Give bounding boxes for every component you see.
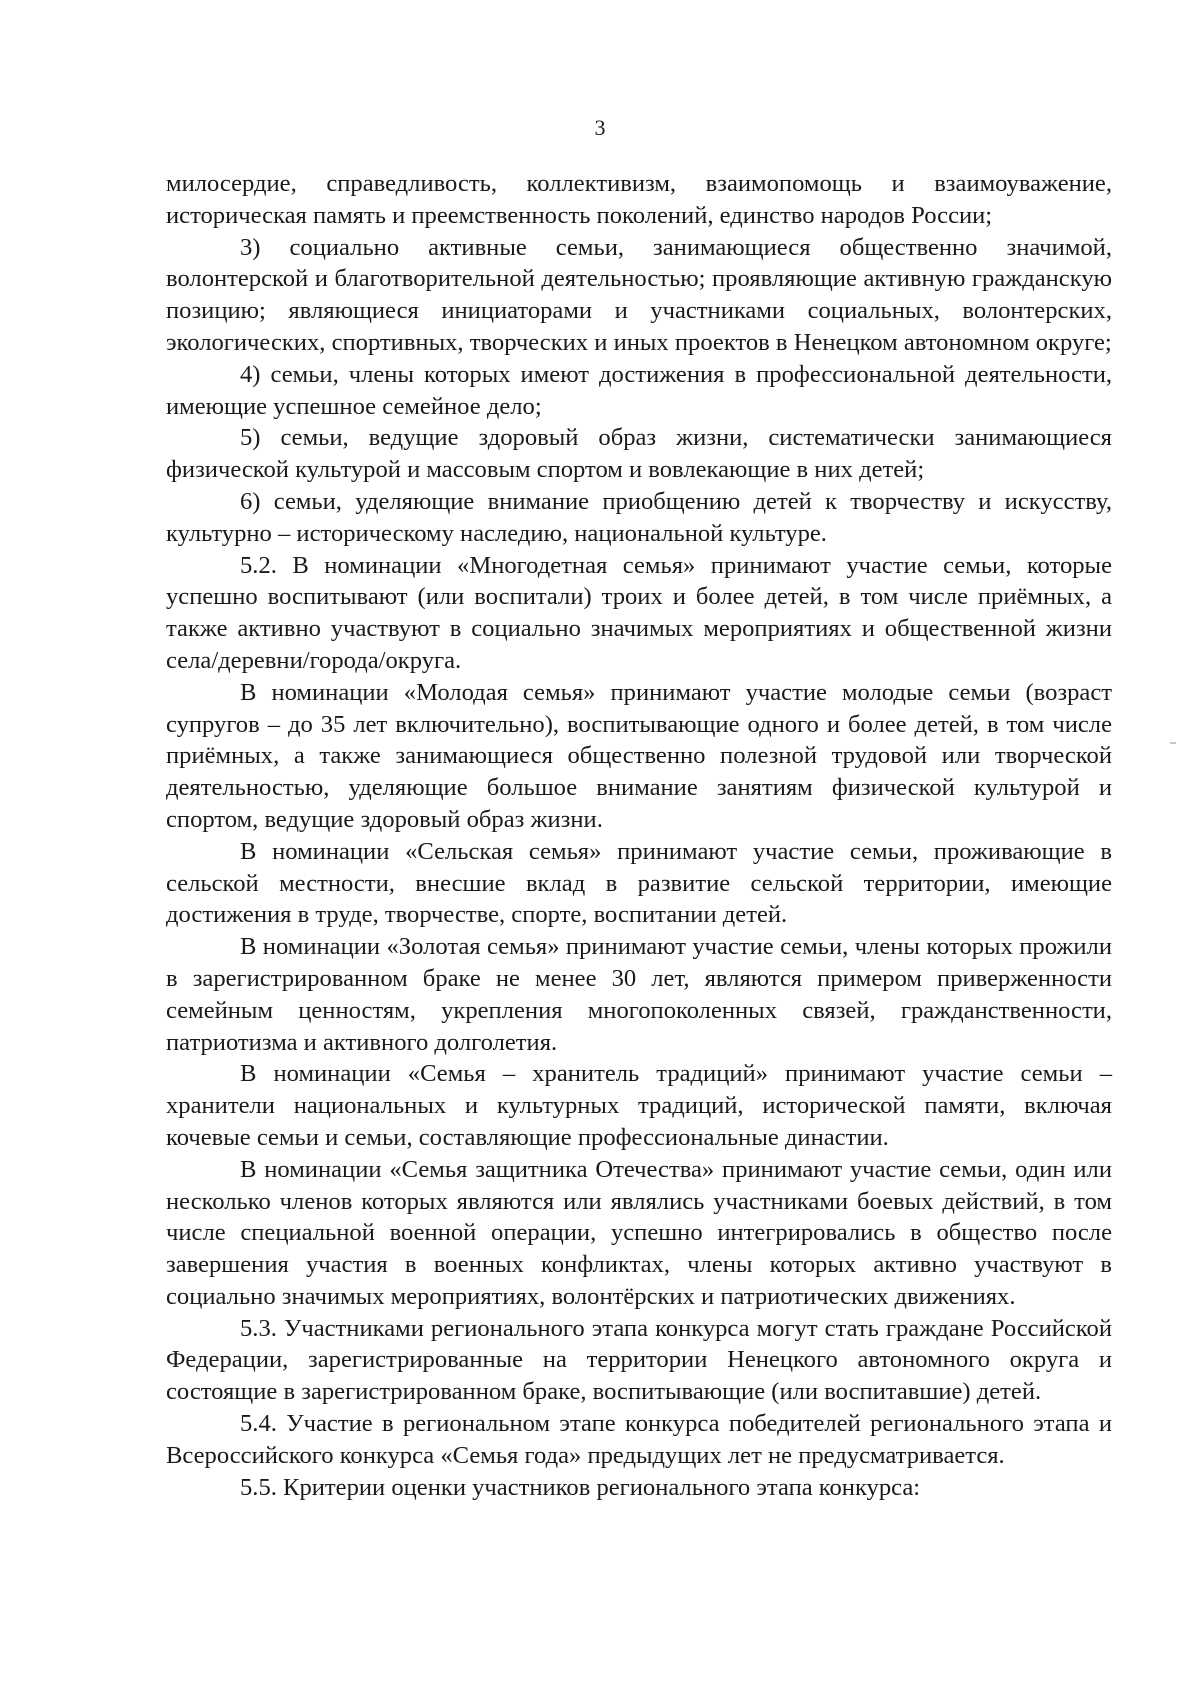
paragraph-item-6: 6) семьи, уделяющие внимание приобщению детей к творчеству и искусству, культурно – историческому наследию, национальной культуре. [166, 487, 1112, 547]
paragraph-5-3-participants: 5.3. Участниками регионального этапа конкурса могут стать граждане Российской Федерации, зарегистрированные на территории Ненецкого автономного округа и состоящие в зарегистрированном браке, воспитывающие (или воспитавшие) детей. [166, 1314, 1112, 1406]
paragraph-young-family: В номинации «Молодая семья» принимают участие молодые семьи (возраст супругов – до 35 лет включительно), воспитывающие одного и более детей, в том числе приёмных, а также занимающиеся общественно полезной трудовой или творческой деятельностью, уделяющие большое внимание занятиям физической культурой и спортом, ведущие здоровый образ жизни. [166, 678, 1112, 833]
paragraph-5-2-large-family: 5.2. В номинации «Многодетная семья» принимают участие семьи, которые успешно воспитывают (или воспитали) троих и более детей, в том числе приёмных, а также активно участвуют в социально значимых мероприятиях и общественной жизни села/деревни/города/округа. [166, 551, 1112, 674]
paragraph-5-5-criteria: 5.5. Критерии оценки участников регионального этапа конкурса: [240, 1473, 921, 1501]
paragraph-golden-family: В номинации «Золотая семья» принимают участие семьи, члены которых прожили в зарегистрированном браке не менее 30 лет, являются примером приверженности семейным ценностям, укрепления многопоколенных связей, гражданственности, патриотизма и активного долголетия. [166, 933, 1112, 1056]
paragraph-item-4: 4) семьи, члены которых имеют достижения в профессиональной деятельности, имеющие успешное семейное дело; [166, 360, 1112, 420]
scan-artifact-mark [1170, 742, 1176, 744]
body-text [166, 168, 1112, 1503]
paragraph-item-5: 5) семьи, ведущие здоровый образ жизни, систематически занимающиеся физической культурой и массовым спортом и вовлекающие в них детей; [166, 424, 1112, 484]
paragraph-defender-family: В номинации «Семья защитника Отечества» принимают участие семьи, один или несколько членов которых являются или являлись участниками боевых действий, в том числе специальной военной операции, успешно интегрировались в общество после завершения участия в военных конфликтах, члены которых активно участвуют в социально значимых мероприятиях, волонтёрских и патриотических движениях. [166, 1155, 1112, 1310]
paragraph-rural-family: В номинации «Сельская семья» принимают участие семьи, проживающие в сельской местности, внесшие вклад в развитие сельской территории, имеющие достижения в труде, творчестве, спорте, воспитании детей. [166, 837, 1112, 929]
paragraph-traditions-family: В номинации «Семья – хранитель традиций» принимают участие семьи – хранители национальных и культурных традиций, исторической памяти, включая кочевые семьи и семьи, составляющие профессиональные династии. [166, 1060, 1112, 1151]
page-number: 3 [594, 115, 606, 140]
paragraph-5-4-previous-winners: 5.4. Участие в региональном этапе конкурса победителей регионального этапа и Всероссийского конкурса «Семья года» предыдущих лет не предусматривается. [166, 1410, 1112, 1469]
paragraph-values-continuation: милосердие, справедливость, коллективизм, взаимопомощь и взаимоуважение, историческая память и преемственность поколений, единство народов России; [166, 170, 1112, 229]
paragraph-item-3: 3) социально активные семьи, занимающиеся общественно значимой, волонтерской и благотворительной деятельностью; проявляющие активную гражданскую позицию; являющиеся инициаторами и участниками социальных, волонтерских, экологических, спортивных, творческих и иных проектов в Ненецком автономном округе; [166, 233, 1112, 356]
